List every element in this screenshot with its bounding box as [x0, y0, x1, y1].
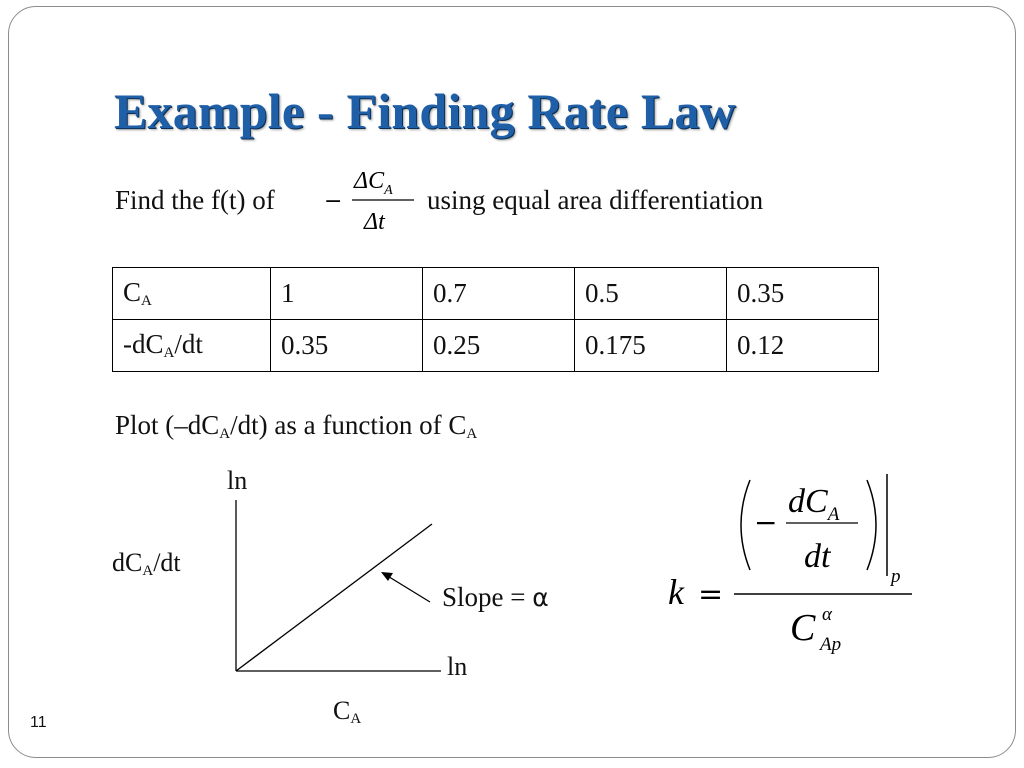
concentration-table: [112, 267, 879, 372]
slope-arrow-shaft: [386, 575, 430, 602]
formula-dca: $dC_A$: [788, 483, 840, 525]
y-axis-ln-label: ln: [227, 466, 248, 495]
plot-instruction: Plot $(-dC_A/dt)$ as a function of $C_A$: [115, 410, 478, 442]
alpha-symbol: α: [532, 583, 549, 612]
formula-k: k: [668, 572, 684, 612]
table-cell: 0.175: [575, 320, 727, 372]
intro-suffix: using equal area differentiation: [427, 185, 764, 215]
table-cell: 0.12: [727, 320, 879, 372]
formula-dt: dt: [804, 538, 831, 575]
table-row: [113, 320, 879, 372]
table-cell: 0.5: [575, 268, 727, 320]
formula-eval-sub: p: [891, 566, 901, 587]
formula-minus: −: [754, 506, 778, 539]
fraction-numerator: $\Delta C_A$: [354, 168, 393, 198]
delta-ca-fraction: [322, 160, 418, 236]
x-axis-label: $C_A$: [333, 696, 362, 727]
formula-equals: =: [698, 577, 724, 612]
table-cell: 0.7: [423, 268, 575, 320]
y-axis-label: $dC_A/dt$: [112, 548, 181, 579]
fraction-denominator: Δt: [364, 209, 385, 235]
fraction-sign: −: [324, 189, 343, 214]
log-log-plot: [225, 495, 450, 680]
x-axis-ln-label: ln: [447, 652, 468, 681]
table-row: [113, 268, 879, 320]
table-cell: 0.35: [727, 268, 879, 320]
row-label: $C_A$: [113, 268, 271, 320]
slope-arrow-head: [381, 572, 393, 581]
slide-title: Example - Finding Rate Law: [114, 83, 736, 139]
formula-den-sub: Ap: [820, 634, 842, 655]
intro-text: Find the f(t) of: [115, 185, 275, 215]
formula-denominator: C: [790, 607, 816, 649]
rate-constant-formula: [660, 470, 920, 660]
page-number: 11: [30, 714, 47, 731]
table-cell: 0.35: [271, 320, 423, 372]
table-cell: 0.25: [423, 320, 575, 372]
formula-den-sup: α: [822, 604, 832, 625]
right-paren: [867, 480, 876, 570]
trend-line: [236, 524, 432, 671]
row-label: $-dC_A/dt$: [113, 320, 271, 372]
table-cell: 1: [271, 268, 423, 320]
left-paren: [741, 480, 750, 570]
slope-label: Slope = α: [442, 582, 549, 612]
